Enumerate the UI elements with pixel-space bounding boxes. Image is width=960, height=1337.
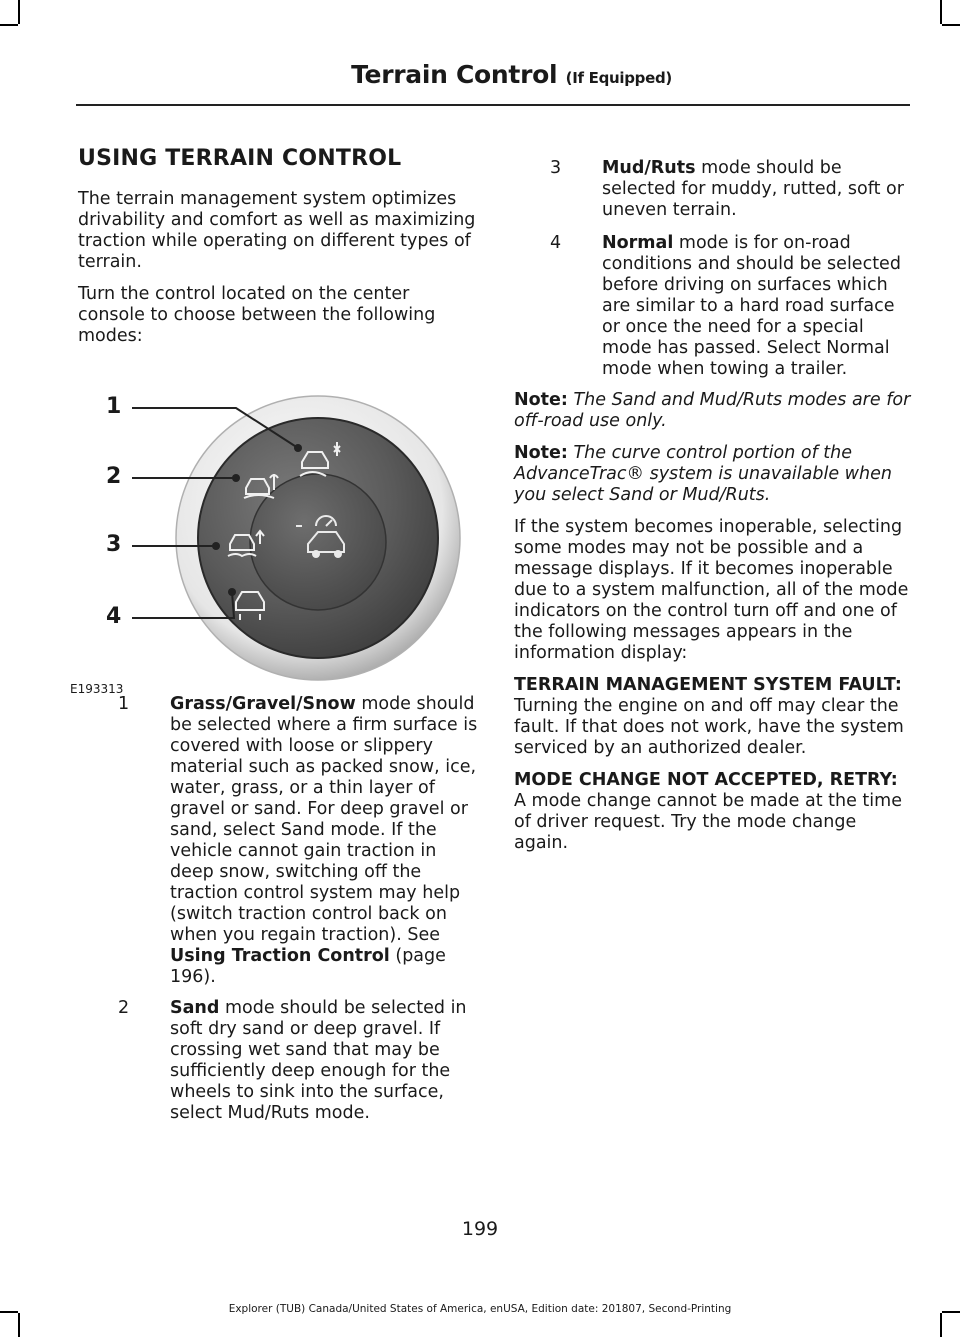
page-number: 199 <box>461 1218 499 1240</box>
intro-paragraph: Turn the control located on the center console to choose between the following modes: <box>78 284 436 346</box>
crop-mark <box>940 0 942 24</box>
header-qualifier: (If Equipped) <box>565 69 672 87</box>
callout-label: 3 <box>106 532 122 557</box>
mode-name: Mud/Ruts <box>602 158 696 178</box>
mode-item <box>78 694 478 988</box>
callout-label: 1 <box>106 394 122 419</box>
header-rule <box>76 104 910 106</box>
section-heading: USING TERRAIN CONTROL <box>78 146 402 171</box>
knob-center-dial <box>250 474 386 610</box>
mode-item <box>514 158 912 221</box>
callout-label: 2 <box>106 464 122 489</box>
mode-description: mode should be selected for muddy, rutted, soft or uneven terrain. <box>602 158 904 220</box>
inoperable-paragraph: If the system becomes inoperable, selecting some modes may not be possible and a message displays. If it becomes inoperable due to a system malfunction, all of the mode indicators on the control turn off and one of the following messages appears in the information display: <box>514 517 909 663</box>
page-header-title <box>351 60 672 89</box>
intro-paragraph: The terrain management system optimizes drivability and comfort as well as maximizing traction while operating on different types of terrain. <box>78 189 476 272</box>
right-column <box>514 158 912 865</box>
mode-name: Normal <box>602 233 674 253</box>
crop-mark <box>940 1313 942 1337</box>
crop-mark <box>942 24 960 26</box>
mode-number: 1 <box>118 694 130 714</box>
note-text: The Sand and Mud/Ruts modes are for off-road use only. <box>514 390 911 431</box>
header-title-text: Terrain Control <box>351 60 558 89</box>
mode-number: 2 <box>118 998 130 1018</box>
figure-code: E193313 <box>70 682 124 696</box>
mode-number: 4 <box>550 233 562 253</box>
note-paragraph <box>514 443 912 506</box>
message-label: MODE CHANGE NOT ACCEPTED, RETRY: <box>514 770 898 790</box>
terrain-control-knob-illustration <box>70 376 470 696</box>
mode-description: mode should be selected where a firm surface is covered with loose or slippery material such as packed snow, ice, water, grass, or a thin layer of gravel or sand. For deep gravel or sand, select Sand mode. If the vehicle cannot gain traction in deep snow, switching off the traction control system may help (switch traction control back on when you regain traction). See <box>170 694 478 945</box>
mode-list-left <box>78 694 478 1134</box>
mode-item <box>514 233 912 380</box>
message-text: Turning the engine on and off may clear the fault. If that does not work, have the system serviced by an authorized dealer. <box>514 696 904 758</box>
mode-name: Grass/Gravel/Snow <box>170 694 356 714</box>
mode-item <box>78 998 478 1124</box>
cross-reference-link[interactable]: Using Traction Control <box>170 946 390 966</box>
crop-mark <box>0 24 18 26</box>
callout-label: 4 <box>106 604 122 629</box>
note-text: The curve control portion of the AdvanceTrac® system is unavailable when you select Sand or Mud/Ruts. <box>514 443 892 505</box>
crop-mark <box>18 0 20 24</box>
note-label: Note: <box>514 443 568 463</box>
crop-mark <box>18 1313 20 1337</box>
mode-description: mode is for on-road conditions and should be selected before driving on surfaces which are similar to a hard road surface or once the need for a special mode has passed. Select Normal mode when towing a trailer. <box>602 233 901 379</box>
message-paragraph <box>514 770 912 854</box>
note-paragraph <box>514 390 912 432</box>
mode-description: mode should be selected in soft dry sand or deep gravel. If crossing wet sand that may be sufficiently deep enough for the wheels to sink into the surface, select Mud/Ruts mode. <box>170 998 467 1123</box>
mode-name: Sand <box>170 998 220 1018</box>
knob-svg <box>70 376 470 696</box>
page-footer: Explorer (TUB) Canada/United States of America, enUSA, Edition date: 201807, Second-Printing <box>228 1303 732 1315</box>
message-label: TERRAIN MANAGEMENT SYSTEM FAULT: <box>514 675 902 695</box>
mode-number: 3 <box>550 158 562 178</box>
page-reference: (page 196). <box>170 946 446 987</box>
message-text: A mode change cannot be made at the time of driver request. Try the mode change again. <box>514 791 902 853</box>
message-paragraph <box>514 675 912 759</box>
note-label: Note: <box>514 390 568 410</box>
